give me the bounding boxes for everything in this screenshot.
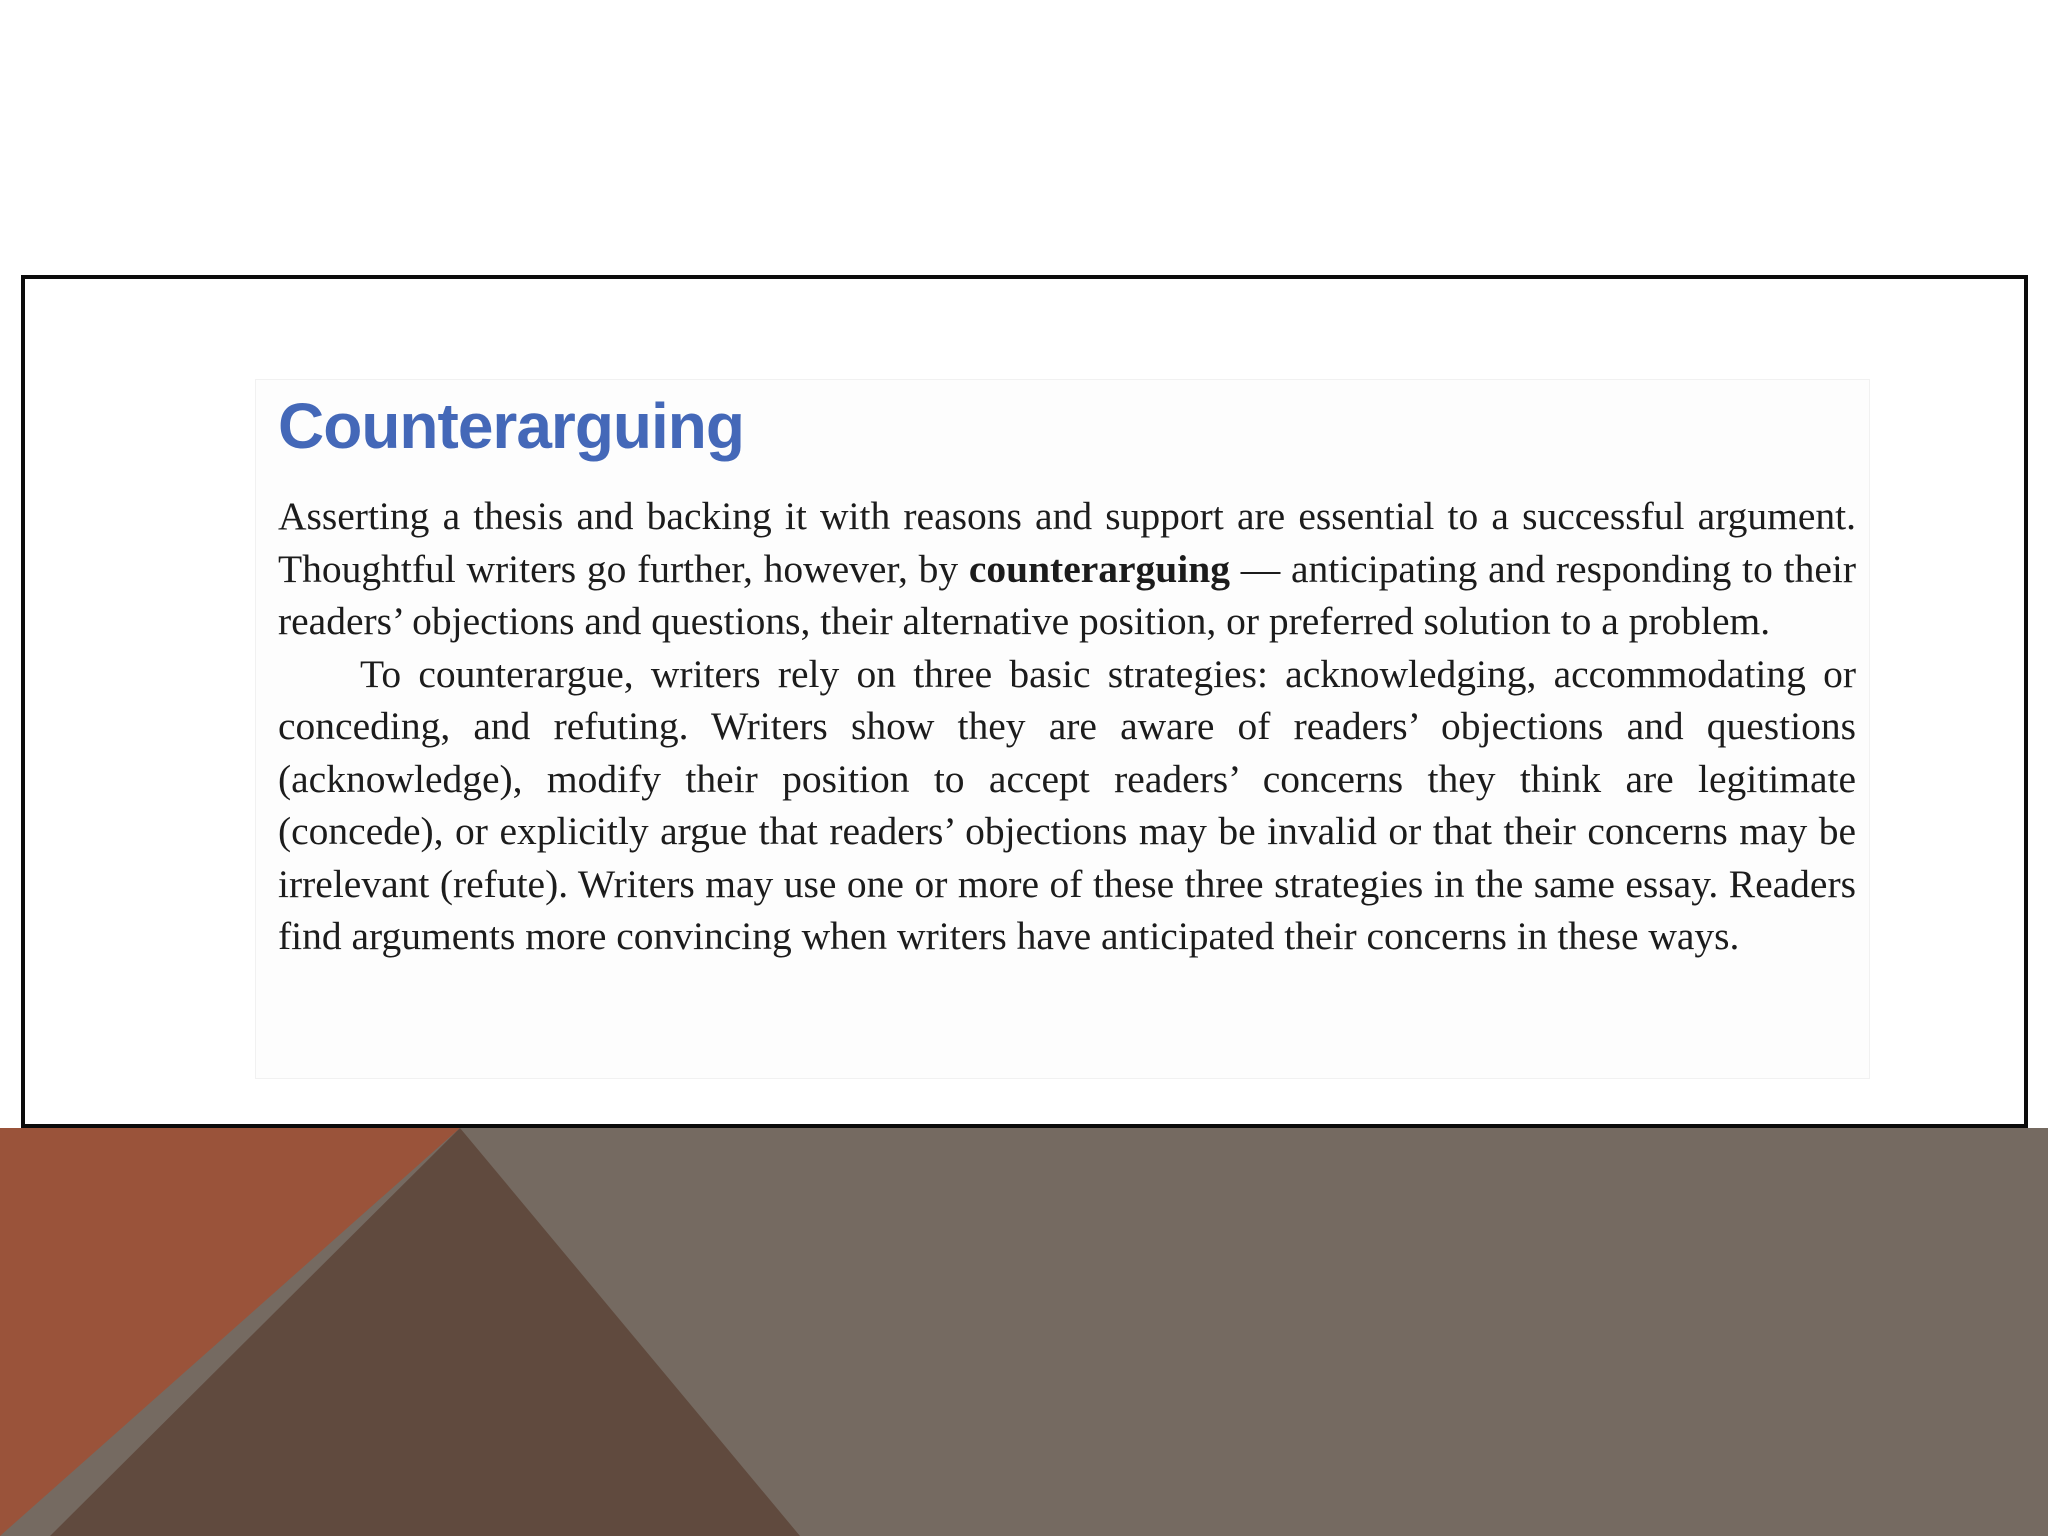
textbook-excerpt-frame	[21, 275, 2028, 1128]
section-heading: Counterarguing	[278, 390, 744, 462]
textbook-excerpt	[255, 379, 1870, 1079]
paragraph-1	[278, 490, 1856, 648]
paragraph-1-definition: — anticipating and responding to their readers’ objections and questions, their alternative position, or preferred solution to a problem.	[278, 546, 1857, 643]
paragraph-1-intro: Asserting a thesis and backing it with reasons and support are essential to a successful argument. Thoughtful writers go further, however, by	[278, 494, 1856, 591]
excerpt-body	[278, 490, 1856, 963]
key-term: counterarguing	[968, 546, 1230, 591]
paragraph-2: To counterargue, writers rely on three basic strategies: acknowledging, accommodating or conceding, and refuting. Writers show they are aware of readers’ objections and questions (acknowledge), modify their position to accept readers’ concerns they think are legitimate (concede), or explicitly argue that readers’ objections may be invalid or that their concerns may be irrelevant (refute). Writers may use one or more of these three strategies in the same essay. Readers find arguments more convincing when writers have anticipated their concerns in these ways.	[278, 651, 1856, 958]
